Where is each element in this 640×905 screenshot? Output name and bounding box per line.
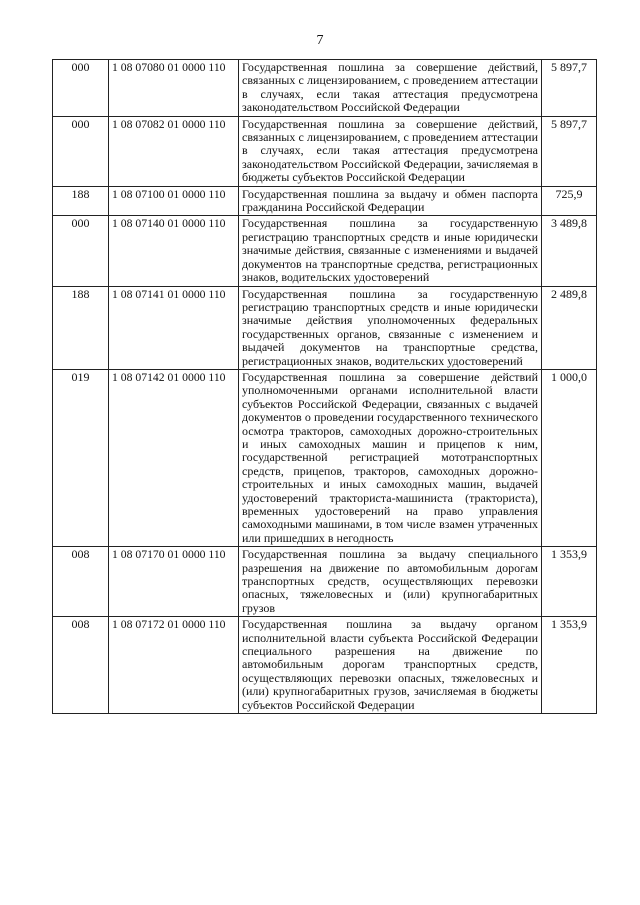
description-cell: Государственная пошлина за государственную регистрацию транспортных средств и иные юридически значимые действия уполномоченных федеральных государственных органов, связанные с изменением и выдачей документов на транспортные средства, регистрационных знаков, водительских удостоверений [239, 286, 542, 369]
classification-code-cell: 1 08 07141 01 0000 110 [109, 286, 239, 369]
table-row [53, 116, 597, 186]
table-row [53, 186, 597, 216]
classification-code-cell: 1 08 07142 01 0000 110 [109, 369, 239, 546]
description-cell: Государственная пошлина за выдачу органом исполнительной власти субъекта Российской Федерации специального разрешения на движение по автомобильным дорогам транспортных средств, осуществляющих перевозки опасных, тяжеловесных и (или) крупногабаритных грузов, зачисляемая в бюджеты субъектов Российской Федерации [239, 617, 542, 714]
amount-cell: 1 353,9 [542, 617, 597, 714]
admin-code-cell: 000 [53, 116, 109, 186]
table-row [53, 369, 597, 546]
admin-code-cell: 188 [53, 286, 109, 369]
amount-cell: 3 489,8 [542, 216, 597, 286]
budget-revenue-table [52, 59, 597, 714]
classification-code-cell: 1 08 07100 01 0000 110 [109, 186, 239, 216]
description-cell: Государственная пошлина за выдачу и обмен паспорта гражданина Российской Федерации [239, 186, 542, 216]
amount-cell: 5 897,7 [542, 116, 597, 186]
admin-code-cell: 000 [53, 60, 109, 117]
amount-cell: 725,9 [542, 186, 597, 216]
amount-cell: 1 000,0 [542, 369, 597, 546]
classification-code-cell: 1 08 07082 01 0000 110 [109, 116, 239, 186]
admin-code-cell: 000 [53, 216, 109, 286]
amount-cell: 5 897,7 [542, 60, 597, 117]
table-row [53, 547, 597, 617]
classification-code-cell: 1 08 07170 01 0000 110 [109, 547, 239, 617]
amount-cell: 2 489,8 [542, 286, 597, 369]
description-cell: Государственная пошлина за совершение действий, связанных с лицензированием, с проведением аттестации в случаях, если такая аттестация предусмотрена законодательством Российской Федерации [239, 60, 542, 117]
table-row [53, 216, 597, 286]
admin-code-cell: 008 [53, 617, 109, 714]
admin-code-cell: 008 [53, 547, 109, 617]
classification-code-cell: 1 08 07140 01 0000 110 [109, 216, 239, 286]
page-number: 7 [316, 33, 324, 48]
table-row [53, 617, 597, 714]
description-cell: Государственная пошлина за выдачу специального разрешения на движение по автомобильным дорогам транспортных средств, осуществляющих перевозки опасных, тяжеловесных и (или) крупногабаритных грузов [239, 547, 542, 617]
classification-code-cell: 1 08 07080 01 0000 110 [109, 60, 239, 117]
admin-code-cell: 188 [53, 186, 109, 216]
amount-cell: 1 353,9 [542, 547, 597, 617]
description-cell: Государственная пошлина за совершение действий уполномоченными органами исполнительной власти субъектов Российской Федерации, связанных с выдачей документов о проведении государственного технического осмотра тракторов, самоходных дорожно-строительных и иных самоходных машин и прицепов к ним, государственной регистрацией мототранспортных средств, прицепов, тракторов, самоходных дорожно-строительных и иных самоходных машин, выдачей удостоверений тракториста-машиниста (тракториста), временных удостоверений на право управления самоходными машинами, в том числе взамен утраченных или пришедших в негодность [239, 369, 542, 546]
table-row [53, 286, 597, 369]
table-row [53, 60, 597, 117]
table-body [53, 60, 597, 714]
description-cell: Государственная пошлина за государственную регистрацию транспортных средств и иные юридически значимые действия, связанные с изменениями и выдачей документов на транспортные средства, регистрационных знаков, водительских удостоверений [239, 216, 542, 286]
description-cell: Государственная пошлина за совершение действий, связанных с лицензированием, с проведением аттестации в случаях, если такая аттестация предусмотрена законодательством Российской Федерации, зачисляемая в бюджеты субъектов Российской Федерации [239, 116, 542, 186]
classification-code-cell: 1 08 07172 01 0000 110 [109, 617, 239, 714]
admin-code-cell: 019 [53, 369, 109, 546]
